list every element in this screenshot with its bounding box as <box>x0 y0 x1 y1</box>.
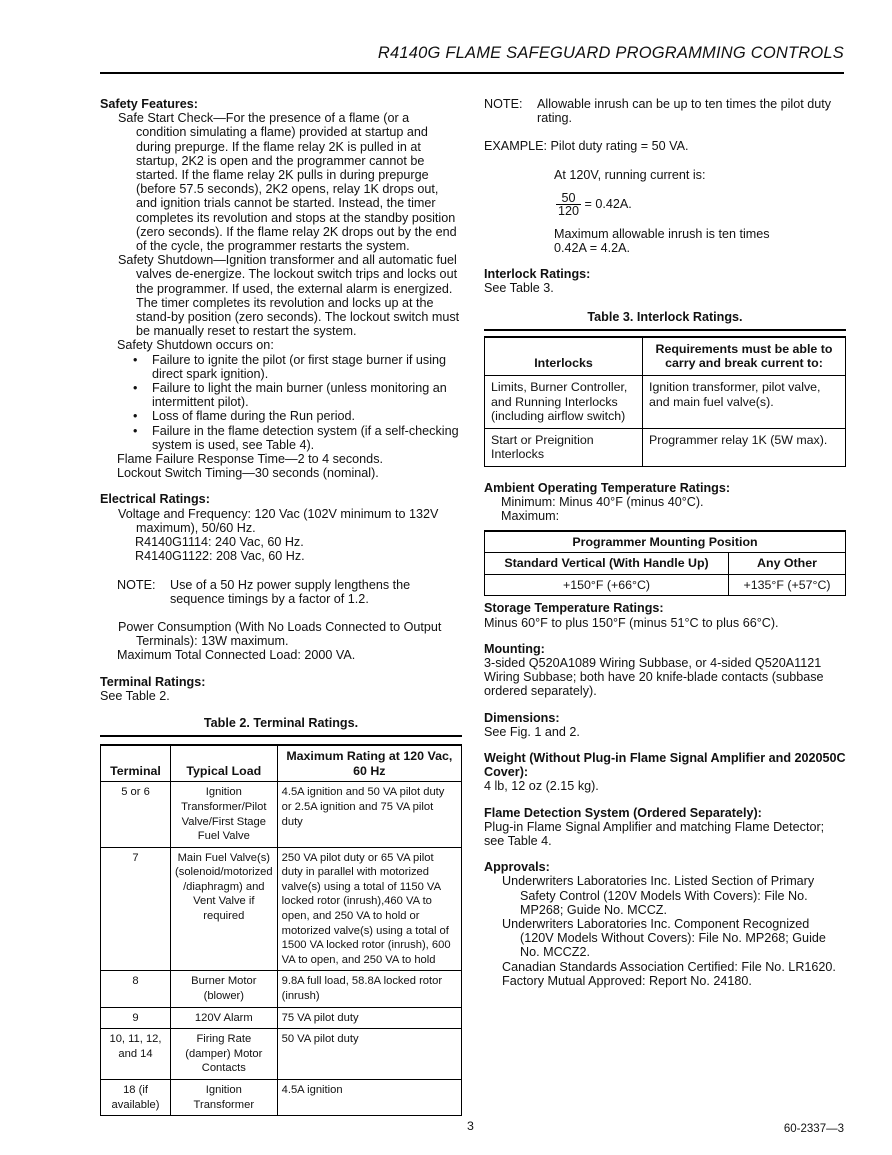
cell-interlock: Limits, Burner Controller, and Running Interlocks (including airflow switch) <box>485 376 643 429</box>
cell-terminal: 9 <box>101 1007 171 1029</box>
note-label: NOTE: <box>117 577 156 592</box>
left-column <box>100 97 462 1116</box>
cell-load: Main Fuel Valve(s) (solenoid/motorized /diaphragm) and Vent Valve if required <box>171 847 278 971</box>
flame-failure-response: Flame Failure Response Time—2 to 4 seconds. <box>117 452 383 467</box>
max-connected-load: Maximum Total Connected Load: 2000 VA. <box>117 648 356 663</box>
cell-rating: 75 VA pilot duty <box>277 1007 461 1029</box>
weight-text: 4 lb, 12 oz (2.15 kg). <box>484 779 599 794</box>
terminal-heading: Terminal Ratings: <box>100 674 206 689</box>
ambient-min: Minimum: Minus 40°F (minus 40°C). <box>501 495 704 510</box>
cell-load: 120V Alarm <box>171 1007 278 1029</box>
cell-rating: 250 VA pilot duty or 65 VA pilot duty in parallel with motorized valve(s) using a total of 1150 VA locked rotor (inrush),460 VA to open, and 250 VA to hold or motorized valve(s) using a total of 1500 VA locked rotor (inrush), 600 VA to open, and 250 VA to hold <box>277 847 461 971</box>
fraction-numerator: 50 <box>556 192 581 205</box>
cell-load: Firing Rate (damper) Motor Contacts <box>171 1029 278 1080</box>
cell-terminal: 7 <box>101 847 171 971</box>
cell-load: Ignition Transformer/Pilot Valve/First Stage Fuel Valve <box>171 782 278 847</box>
table-row <box>485 428 846 466</box>
table-header: Programmer Mounting Position <box>485 531 846 553</box>
cell-rating: 4.5A ignition and 50 VA pilot duty or 2.5A ignition and 75 VA pilot duty <box>277 782 461 847</box>
shutdown-occurs-label: Safety Shutdown occurs on: <box>117 338 274 353</box>
example-line: EXAMPLE: Pilot duty rating = 50 VA. <box>484 139 689 154</box>
cell-interlock: Start or Preignition Interlocks <box>485 428 643 466</box>
fraction-equation <box>484 192 846 217</box>
storage-text: Minus 60°F to plus 150°F (minus 51°C to plus 66°C). <box>484 615 779 630</box>
cell-temp: +150°F (+66°C) <box>485 574 729 596</box>
voltage-frequency: Voltage and Frequency: 120 Vac (102V minimum to 132V maximum), 50/60 Hz. <box>118 506 439 535</box>
table-header: Requirements must be able to carry and break current to: <box>643 337 846 376</box>
bullet-item: • Failure to light the main burner (unless monitoring an intermittent pilot). <box>152 381 462 409</box>
table2-top-rule <box>100 735 462 737</box>
fraction-result: = 0.42A. <box>584 196 632 211</box>
cell-requirement: Programmer relay 1K (5W max). <box>643 428 846 466</box>
table-row <box>485 574 846 596</box>
cell-terminal: 8 <box>101 971 171 1007</box>
document-number: 60-2337—3 <box>783 1123 844 1135</box>
mounting-text: 3-sided Q520A1089 Wiring Subbase, or 4-sided Q520A1121 Wiring Subbase; both have 20 knife-blade contacts (subbase ordered separately). <box>484 655 824 699</box>
safety-heading: Safety Features: <box>100 97 198 111</box>
max-inrush-line1: Maximum allowable inrush is ten times <box>554 226 770 241</box>
cell-rating: 4.5A ignition <box>277 1080 461 1116</box>
table-row <box>101 1007 462 1029</box>
table-header: Maximum Rating at 120 Vac, 60 Hz <box>277 745 461 782</box>
table-row <box>101 782 462 847</box>
terminal-see-table: See Table 2. <box>100 688 170 703</box>
approval-item: Canadian Standards Association Certified: File No. LR1620. <box>502 959 836 974</box>
approval-item: Underwriters Laboratories Inc. Listed Section of Primary Safety Control (120V Models With Covers): File No. MP268; Guide No. MCCZ. <box>502 874 815 917</box>
right-column <box>484 97 846 988</box>
page-number: 3 <box>467 1119 474 1133</box>
flame-detection-heading: Flame Detection System (Ordered Separately): <box>484 805 762 820</box>
mounting-heading: Mounting: <box>484 641 545 656</box>
flame-detection-text: Plug-in Flame Signal Amplifier and matching Flame Detector; see Table 4. <box>484 819 825 849</box>
ambient-max: Maximum: <box>501 509 560 524</box>
cell-terminal: 5 or 6 <box>101 782 171 847</box>
mounting-position-table <box>484 530 846 597</box>
safe-start-check: Safe Start Check—For the presence of a flame (or a condition simulating a flame) provided at startup and during prepurge. If the flame relay 2K is pulled in at startup, 2K2 is open and the programmer cannot be started. If the flame relay 2K pulls in during prepurge (before 57.5 seconds), 2K2 opens, relay 1K drops out, and ignition trials cannot be started. Instead, the timer completes its revolution and stops at the standby position (zero seconds). If the flame relay 2K drops out by the end of the cycle, the programmer restarts the system. <box>118 111 457 254</box>
interlock-ratings-table <box>484 336 846 467</box>
bullet-item: • Failure to ignite the pilot (or first stage burner if using direct spark ignition). <box>152 353 462 381</box>
dimensions-text: See Fig. 1 and 2. <box>484 724 580 739</box>
running-current-label: At 120V, running current is: <box>554 167 706 182</box>
electrical-note <box>100 578 462 606</box>
ambient-heading: Ambient Operating Temperature Ratings: <box>484 480 731 495</box>
table-header: Typical Load <box>171 745 278 782</box>
fraction <box>556 192 581 217</box>
cell-terminal: 10, 11, 12, and 14 <box>101 1029 171 1080</box>
bullet-item: • Loss of flame during the Run period. <box>152 409 462 423</box>
lockout-switch-timing: Lockout Switch Timing—30 seconds (nominal). <box>117 466 379 481</box>
cell-requirement: Ignition transformer, pilot valve, and main fuel valve(s). <box>643 376 846 429</box>
dimensions-heading: Dimensions: <box>484 710 560 725</box>
cell-terminal: 18 (if available) <box>101 1080 171 1116</box>
table3-top-rule <box>484 329 846 331</box>
table-row <box>485 376 846 429</box>
table2-title: Table 2. Terminal Ratings. <box>203 715 359 730</box>
inrush-note <box>484 97 846 125</box>
max-inrush-line2: 0.42A = 4.2A. <box>554 241 630 256</box>
table-header: Terminal <box>101 745 171 782</box>
model-g1122-rating: R4140G1122: 208 Vac, 60 Hz. <box>135 549 305 564</box>
terminal-ratings-table <box>100 744 462 1116</box>
approvals-heading: Approvals: <box>484 860 550 875</box>
power-consumption: Power Consumption (With No Loads Connected to Output Terminals): 13W maximum. <box>118 619 442 649</box>
cell-temp: +135°F (+57°C) <box>729 574 846 596</box>
note-label: NOTE: <box>484 97 523 111</box>
storage-heading: Storage Temperature Ratings: <box>484 601 664 616</box>
table3-title: Table 3. Interlock Ratings. <box>587 309 743 324</box>
weight-heading: Weight (Without Plug-in Flame Signal Amplifier and 202050C Cover): <box>484 751 846 780</box>
interlock-heading: Interlock Ratings: <box>484 267 591 282</box>
safety-shutdown-desc: Safety Shutdown—Ignition transformer and all automatic fuel valves de-energize. The lockout switch trips and locks out the programmer. If used, the external alarm is energized. The timer completes its revolution and locks up at the stand-by position (zero seconds). The lockout switch must be manually reset to restart the system. <box>118 253 460 339</box>
table-row <box>101 971 462 1007</box>
model-g1114-rating: R4140G1114: 240 Vac, 60 Hz. <box>135 535 304 550</box>
fraction-denominator: 120 <box>558 203 580 218</box>
table-row <box>101 1080 462 1116</box>
table-header: Any Other <box>729 553 846 575</box>
bullet-item: • Failure in the flame detection system (if a self-checking system is used, see Table 4). <box>152 424 462 452</box>
cell-rating: 9.8A full load, 58.8A locked rotor (inrush) <box>277 971 461 1007</box>
cell-load: Burner Motor (blower) <box>171 971 278 1007</box>
approval-item: Factory Mutual Approved: Report No. 24180. <box>502 973 752 988</box>
electrical-heading: Electrical Ratings: <box>100 492 210 507</box>
note-text: Allowable inrush can be up to ten times the pilot duty rating. <box>537 97 832 126</box>
cell-load: Ignition Transformer <box>171 1080 278 1116</box>
table-row <box>101 1029 462 1080</box>
shutdown-bullet-list <box>100 353 462 452</box>
cell-rating: 50 VA pilot duty <box>277 1029 461 1080</box>
note-text: Use of a 50 Hz power supply lengthens the sequence timings by a factor of 1.2. <box>170 577 411 606</box>
page-header-title: R4140G FLAME SAFEGUARD PROGRAMMING CONTROLS <box>377 44 844 62</box>
header-rule <box>100 72 844 74</box>
table-row <box>101 847 462 971</box>
approval-item: Underwriters Laboratories Inc. Component Recognized (120V Models Without Covers): File No. MP268; Guide No. MCCZ2. <box>502 917 826 960</box>
table-header: Standard Vertical (With Handle Up) <box>485 553 729 575</box>
interlock-see-table: See Table 3. <box>484 281 554 296</box>
table-header: Interlocks <box>485 337 643 376</box>
